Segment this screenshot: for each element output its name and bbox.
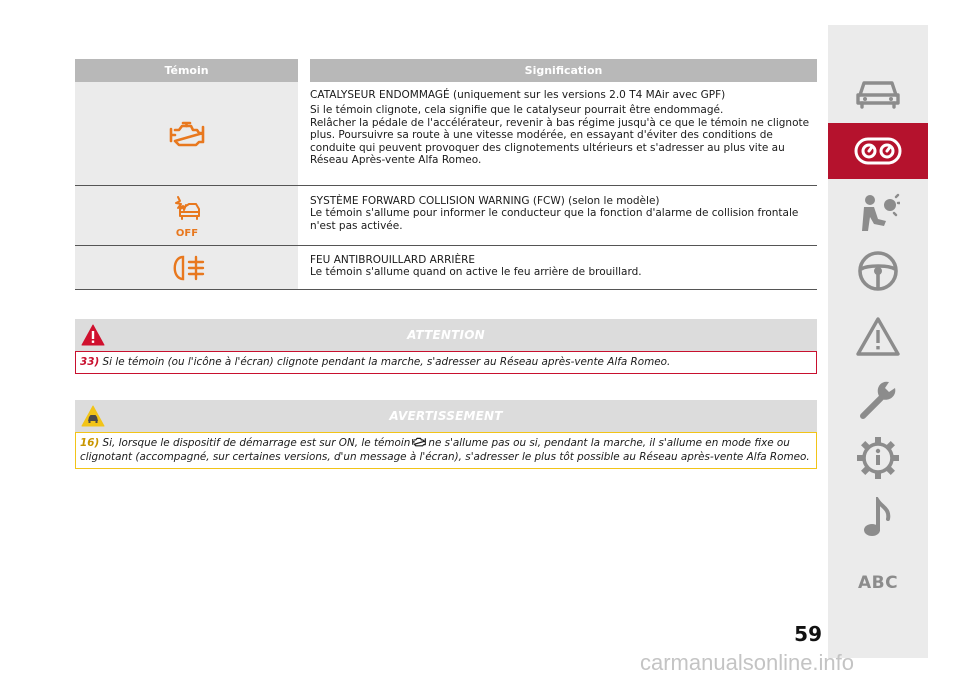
warning-triangle-icon	[855, 315, 901, 357]
svg-text:OFF: OFF	[175, 227, 198, 238]
sidebar-item-emergency[interactable]	[828, 308, 928, 364]
row-text: Le témoin s'allume quand on active le feu arrière de brouillard.	[310, 266, 642, 279]
sidebar-item-index[interactable]	[828, 555, 928, 611]
chapter-sidebar	[828, 25, 928, 658]
danger-triangle-icon	[81, 323, 105, 347]
rear-fog-light-icon	[167, 254, 207, 282]
row-title: CATALYSEUR ENDOMMAGÉ (uniquement sur les versions 2.0 T4 MAir avec GPF)	[310, 89, 726, 101]
avertissement-title: AVERTISSEMENT	[389, 409, 503, 423]
table-header	[75, 59, 817, 82]
caution-car-icon	[81, 404, 105, 428]
table-row	[75, 246, 817, 290]
avertissement-text-end: ne s'allume pas ou si, pendant la marche, il s'allume en mode fixe ou clignotant (accompagné, sur certaines versions, d'un message à l'écran), s'adresser le plus tôt possible au Réseau après-vente Alfa Romeo.	[80, 437, 810, 463]
page-number: 59	[794, 622, 822, 646]
avertissement-notice	[75, 400, 817, 469]
watermark: carmanualsonline.info	[640, 650, 855, 675]
gear-info-icon	[855, 435, 901, 481]
music-note-icon	[860, 497, 896, 539]
header-temoin: Témoin	[75, 59, 298, 82]
sidebar-item-driving[interactable]	[828, 243, 928, 299]
sidebar-item-technical-data[interactable]	[828, 430, 928, 486]
sidebar-item-multimedia[interactable]	[828, 490, 928, 546]
note-number: 16)	[80, 437, 100, 449]
sidebar-item-vehicle[interactable]	[828, 63, 928, 119]
header-signification: Signification	[310, 59, 817, 82]
table-row	[75, 186, 817, 246]
engine-check-inline-icon	[411, 436, 427, 447]
row-text: Si le témoin clignote, cela signifie que le catalyseur pourrait être endommagé.	[310, 104, 724, 117]
sidebar-item-dashboard[interactable]	[828, 123, 928, 179]
engine-check-icon	[167, 120, 207, 148]
note-number: 33)	[80, 356, 100, 368]
avertissement-text-start: Si, lorsque le dispositif de démarrage est sur ON, le témoin	[102, 437, 411, 449]
sidebar-item-maintenance[interactable]	[828, 371, 928, 427]
car-icon	[854, 73, 902, 109]
row-text: Relâcher la pédale de l'accélérateur, revenir à bas régime jusqu'à ce que le témoin ne clignote plus. Poursuivre sa route à une vitesse modérée, en essayant d'éviter des conditions de conduite qui peuvent provoquer des clignotements ultérieurs et s'adresser au plus vite au Réseau Après-vente Alfa Romeo.	[310, 116, 810, 167]
airbag-person-icon	[856, 193, 900, 233]
row-text: Le témoin s'allume pour informer le conducteur que la fonction d'alarme de collision frontale n'est pas activée.	[310, 207, 799, 232]
abc-index-label: ABC	[857, 573, 899, 593]
table-row	[75, 82, 817, 186]
collision-warning-off-icon	[169, 194, 205, 238]
wrench-icon	[855, 376, 901, 422]
row-title: SYSTÈME FORWARD COLLISION WARNING (FCW) (selon le modèle)	[310, 195, 660, 207]
attention-text: Si le témoin (ou l'icône à l'écran) clignote pendant la marche, s'adresser au Réseau après-vente Alfa Romeo.	[102, 356, 671, 368]
attention-title: ATTENTION	[407, 328, 485, 342]
steering-wheel-icon	[856, 249, 900, 293]
sidebar-item-safety[interactable]	[828, 185, 928, 241]
warning-lights-table	[75, 59, 817, 290]
dashboard-gauges-icon	[853, 134, 903, 168]
row-title: FEU ANTIBROUILLARD ARRIÈRE	[310, 254, 476, 266]
attention-notice	[75, 319, 817, 374]
